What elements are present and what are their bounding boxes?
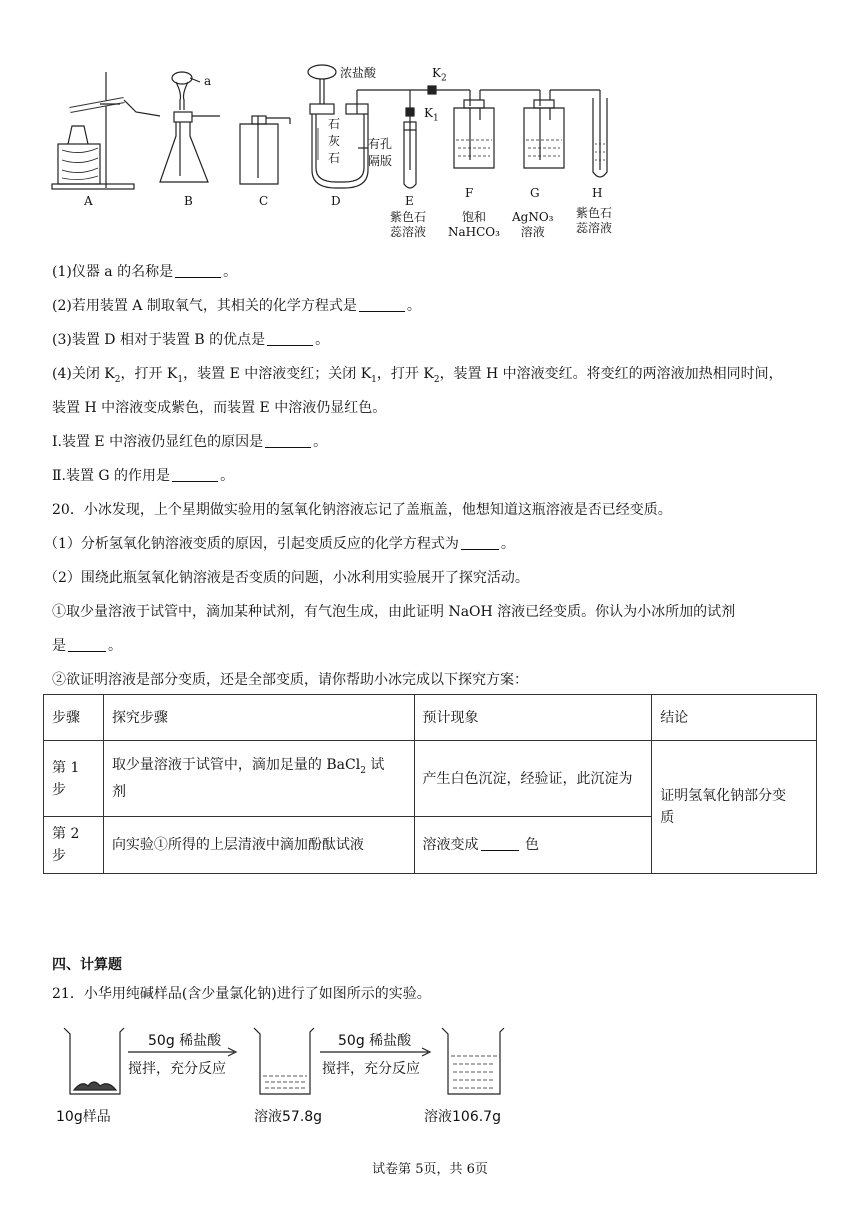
table-header: 步骤 [44, 695, 104, 741]
arrow1-top-label: 50g 稀盐酸 [148, 1033, 222, 1049]
caption-g: AgNO₃ 溶液 [512, 210, 554, 239]
answer-blank [265, 433, 311, 448]
answer-blank [267, 331, 313, 346]
q19-sub-i: Ⅰ.装置 E 中溶液仍显红色的原因是 。 [52, 434, 328, 450]
q19-part2: (2)若用装置 A 制取氧气，其相关的化学方程式是 。 [52, 298, 421, 314]
table-cell: 溶液变成 色 [414, 817, 652, 874]
q19-part4-line1: (4)关闭 $K_2$，打开 $K_1$，装置 E 中溶液变红；关闭 $K_1$，打开 $K_2$，装置 H 中溶液变红。将变红的两溶液加热相同时间， [52, 366, 783, 385]
answer-blank [461, 535, 499, 550]
label-d: D [331, 194, 341, 208]
table-cell: 产生白色沉淀，经验证，此沉淀为 [414, 741, 652, 817]
caption-e: 紫色石 蕊溶液 [390, 210, 427, 239]
label-k2: $K_2$ [432, 66, 447, 84]
q20-circle2: ②欲证明溶液是部分变质，还是全部变质，请你帮助小冰完成以下探究方案： [52, 672, 528, 688]
arrow2-top-label: 50g 稀盐酸 [338, 1033, 412, 1049]
beaker1-label: 10g样品 [56, 1109, 111, 1125]
caption-h: 紫色石 蕊溶液 [576, 206, 613, 235]
answer-blank [175, 263, 221, 278]
q20-sub2: （2）围绕此瓶氢氧化钠溶液是否变质的问题，小冰利用实验展开了探究活动。 [44, 570, 529, 586]
label-b: B [184, 194, 193, 208]
q20-circle1: ①取少量溶液于试管中，滴加某种试剂，有气泡生成，由此证明 NaOH 溶液已经变质。你认为小冰所加的试剂 [52, 604, 736, 620]
table-header-row [44, 695, 817, 741]
experiment-table [43, 694, 817, 874]
answer-blank [172, 467, 218, 482]
answer-blank [481, 836, 519, 851]
label-a: A [84, 194, 93, 208]
label-h: H [592, 186, 603, 200]
answer-blank [68, 637, 106, 652]
q20-circle1-cont: 是 。 [52, 638, 122, 654]
reaction-diagram [58, 1024, 508, 1104]
table-header: 预计现象 [414, 695, 652, 741]
arrow1-bottom-label: 搅拌，充分反应 [128, 1061, 226, 1077]
q20-intro: 20．小冰发现，上个星期做实验用的氢氧化钠溶液忘记了盖瓶盖，他想知道这瓶溶液是否已经变质。 [52, 502, 672, 518]
table-cell: 证明氢氧化钠部分变 质 [652, 741, 817, 874]
beaker3-label: 溶液106.7g [424, 1109, 501, 1125]
label-porous-plate: 有孔 隔版 [368, 137, 393, 168]
q19-sub-ii: Ⅱ.装置 G 的作用是 。 [52, 468, 235, 484]
label-instrument-a: a [204, 74, 212, 88]
table-header: 探究步骤 [103, 695, 414, 741]
beaker2-label: 溶液57.8g [254, 1109, 323, 1125]
arrow2-bottom-label: 搅拌，充分反应 [322, 1061, 420, 1077]
table-cell: 向实验①所得的上层清液中滴加酚酞试液 [103, 817, 414, 874]
q19-part1: (1)仪器 a 的名称是 。 [52, 264, 238, 280]
label-f: F [465, 186, 474, 200]
answer-blank [359, 297, 405, 312]
q20-sub1: （1）分析氢氧化钠溶液变质的原因，引起变质反应的化学方程式为 。 [44, 536, 515, 552]
label-k1: $K_1$ [424, 106, 439, 124]
page-footer: 试卷第 5页，共 6页 [372, 1162, 488, 1177]
label-hcl: 浓盐酸 [340, 66, 377, 80]
table-cell: 第 1 步 [44, 741, 104, 817]
table-row [44, 741, 817, 817]
q19-part4-line2: 装置 H 中溶液变成紫色，而装置 E 中溶液仍显红色。 [52, 400, 387, 416]
caption-f: 饱和 NaHCO₃ [448, 210, 500, 239]
table-cell: 取少量溶液于试管中，滴加足量的 BaCl$_2$ 试 剂 [103, 741, 414, 817]
label-limestone: 石 灰 石 [328, 117, 341, 165]
label-e: E [405, 194, 414, 208]
label-g: G [530, 186, 540, 200]
table-cell: 第 2 步 [44, 817, 104, 874]
q19-part3: (3)装置 D 相对于装置 B 的优点是 。 [52, 332, 330, 348]
q21-intro: 21．小华用纯碱样品(含少量氯化钠)进行了如图所示的实验。 [52, 986, 431, 1002]
table-header: 结论 [652, 695, 817, 741]
section-title: 四、计算题 [52, 957, 122, 973]
label-c: C [259, 194, 269, 208]
